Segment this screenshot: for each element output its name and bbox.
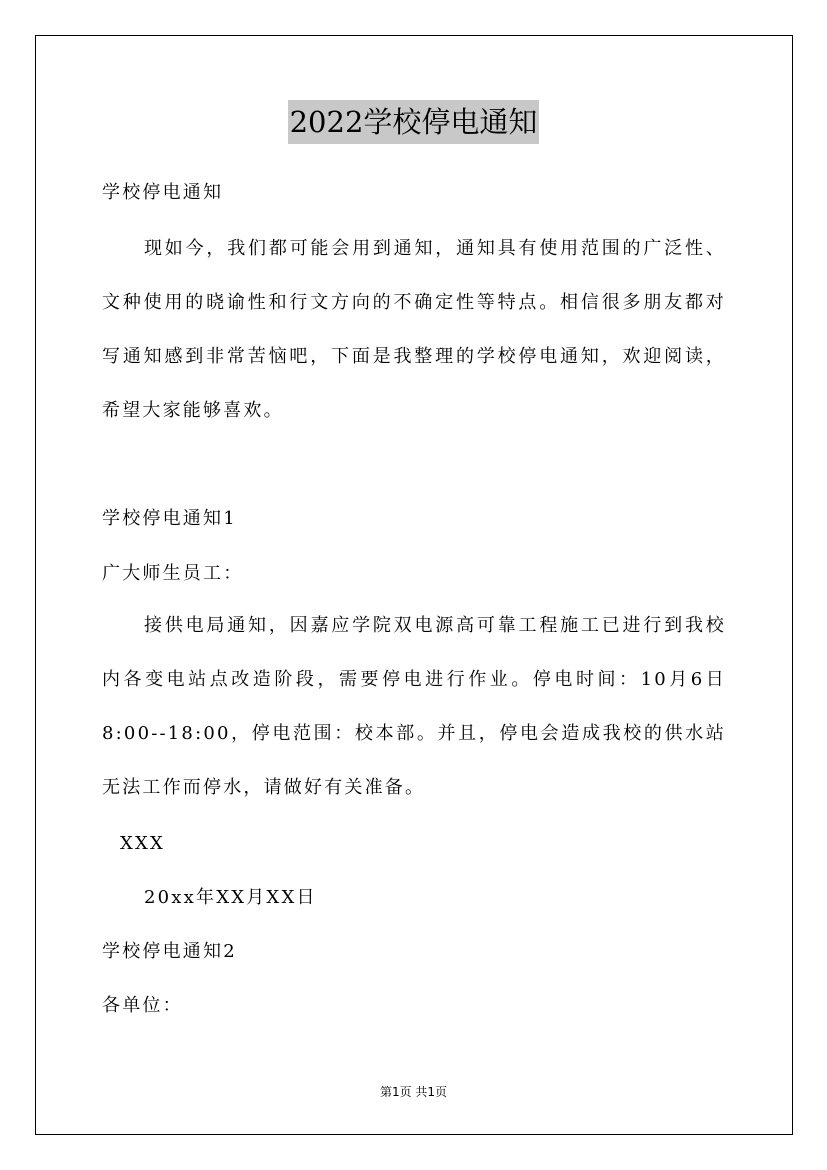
notice1-signature: XXX (120, 833, 166, 854)
notice2-salutation: 各单位： (102, 995, 183, 1016)
notice1-heading: 学校停电通知1 (102, 508, 237, 529)
document-subtitle: 学校停电通知 (102, 182, 224, 203)
page-footer: 第1页 共1页 (379, 1085, 448, 1099)
document-title: 2022学校停电通知 (288, 100, 540, 144)
notice1-salutation: 广大师生员工： (102, 563, 244, 584)
notice2-heading: 学校停电通知2 (102, 941, 237, 962)
title-container (0, 100, 827, 144)
intro-paragraph: 现如今，我们都可能会用到通知，通知具有使用范围的广泛性、文种使用的晓谕性和行文方向的不确定性等特点。相信很多朋友都对写通知感到非常苦恼吧，下面是我整理的学校停电通知，欢迎阅读，希望大家能够喜欢。 (102, 238, 726, 421)
notice1-date: 20xx年XX月XX日 (144, 887, 317, 908)
notice1-body: 接供电局通知，因嘉应学院双电源高可靠工程施工已进行到我校内各变电站点改造阶段，需要停电进行作业。停电时间：10月6日 8:00--18:00，停电范围：校本部。并且，停电会造成我校的供水站无法工作而停水，请做好有关准备。 (102, 615, 726, 798)
